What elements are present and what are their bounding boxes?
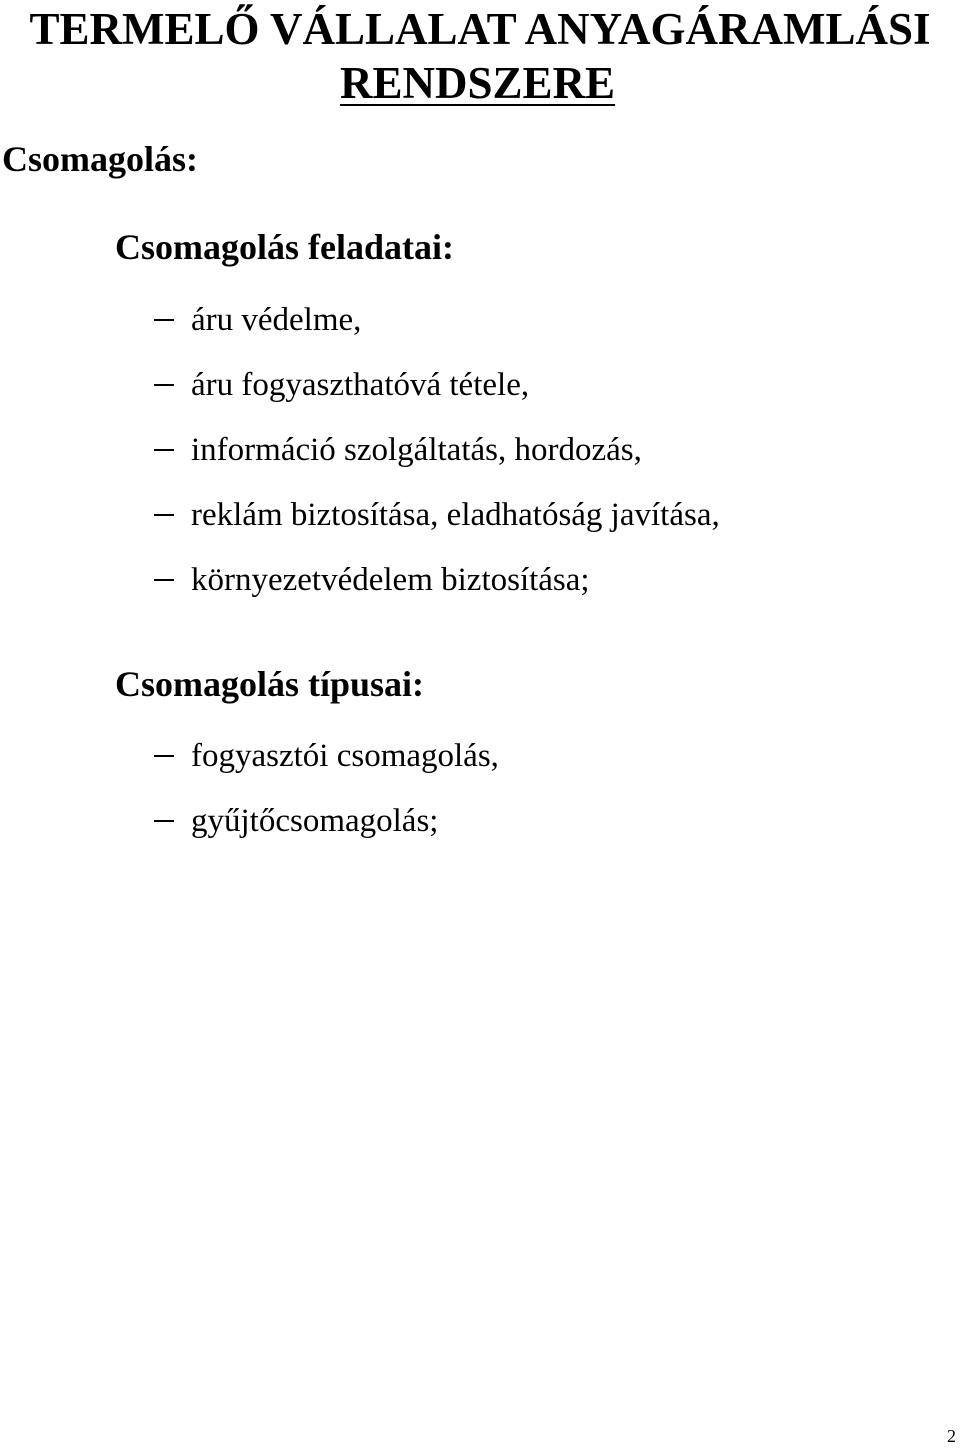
types-list [0, 736, 960, 866]
list-item [0, 560, 960, 625]
list-item-text: információ szolgáltatás, hordozás, [191, 432, 642, 468]
list-item [0, 365, 960, 430]
list-item-text: gyűjtőcsomagolás; [191, 803, 439, 839]
document-title: TERMELŐ VÁLLALAT ANYAGÁRAMLÁSI [29, 4, 931, 54]
dash-bullet-icon [154, 820, 174, 822]
document-title-continued: RENDSZERE [340, 58, 616, 108]
dash-bullet-icon [154, 319, 174, 321]
dash-bullet-icon [154, 755, 174, 757]
list-item [0, 801, 960, 866]
list-item [0, 300, 960, 365]
section-label: Csomagolás: [2, 139, 198, 179]
dash-bullet-icon [154, 384, 174, 386]
list-item-text: fogyasztói csomagolás, [191, 738, 499, 774]
list-item [0, 736, 960, 801]
dash-bullet-icon [154, 579, 174, 581]
tasks-list [0, 300, 960, 625]
types-heading: Csomagolás típusai: [115, 664, 425, 704]
list-item-text: áru fogyaszthatóvá tétele, [191, 367, 530, 403]
list-item-text: áru védelme, [191, 302, 362, 338]
list-item [0, 430, 960, 495]
page-number: 2 [947, 1426, 956, 1446]
list-item [0, 495, 960, 560]
list-item-text: reklám biztosítása, eladhatóság javítása, [191, 497, 720, 533]
tasks-heading: Csomagolás feladatai: [115, 227, 454, 267]
dash-bullet-icon [154, 449, 174, 451]
list-item-text: környezetvédelem biztosítása; [191, 562, 590, 598]
dash-bullet-icon [154, 514, 174, 516]
